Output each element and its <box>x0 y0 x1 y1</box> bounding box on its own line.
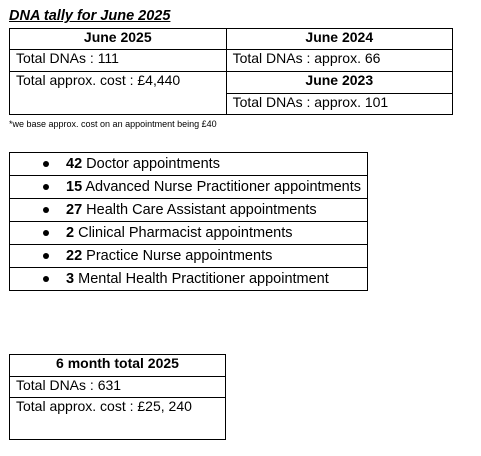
page-title: DNA tally for June 2025 <box>9 8 171 24</box>
six-month-header: 6 month total 2025 <box>10 355 226 377</box>
bullet-icon <box>10 154 66 174</box>
list-item: 3 Mental Health Practitioner appointment <box>10 268 367 290</box>
header-june-2025: June 2025 <box>10 29 227 50</box>
header-june-2023: June 2023 <box>226 72 452 94</box>
list-item: 22 Practice Nurse appointments <box>10 245 367 267</box>
total-dnas-2024: Total DNAs : approx. 66 <box>226 50 452 72</box>
list-item: 27 Health Care Assistant appointments <box>10 199 367 221</box>
list-item: 42 Doctor appointments <box>10 153 367 175</box>
bullet-icon <box>10 177 66 197</box>
cost-footnote: *we base approx. cost on an appointment being £40 <box>9 119 217 129</box>
list-item: 2 Clinical Pharmacist appointments <box>10 222 367 244</box>
bullet-icon <box>10 200 66 220</box>
bullet-icon <box>10 269 66 289</box>
bullet-icon <box>10 246 66 266</box>
header-june-2024: June 2024 <box>226 29 452 50</box>
total-dnas-2023: Total DNAs : approx. 101 <box>226 94 452 115</box>
total-dnas-2025: Total DNAs : 111 <box>10 50 227 72</box>
appointment-breakdown-table <box>9 152 368 291</box>
six-month-total-cost: Total approx. cost : £25, 240 <box>10 398 226 440</box>
six-month-total-table <box>9 354 226 440</box>
list-item: 15 Advanced Nurse Practitioner appointments <box>10 176 367 198</box>
six-month-total-dnas: Total DNAs : 631 <box>10 377 226 398</box>
bullet-icon <box>10 223 66 243</box>
monthly-comparison-table <box>9 28 453 115</box>
total-cost-2025: Total approx. cost : £4,440 <box>10 72 227 115</box>
